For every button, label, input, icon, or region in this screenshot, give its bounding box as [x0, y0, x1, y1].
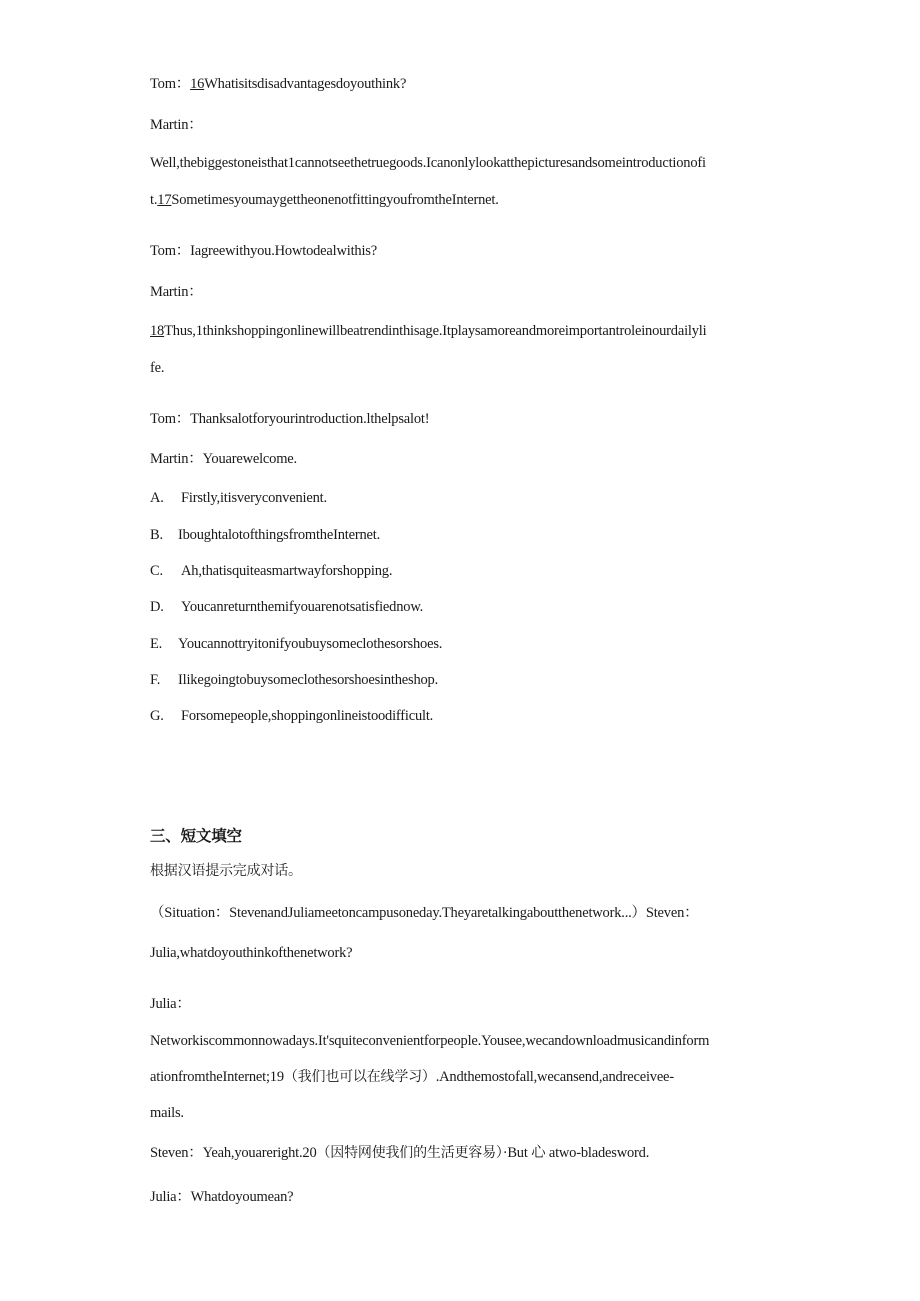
dialogue-line — [150, 1031, 709, 1051]
speaker-line — [150, 115, 203, 135]
dialogue-text: ·But 心 atwo-bladesword. — [502, 1145, 650, 1161]
speaker-line — [150, 994, 191, 1014]
dialogue-text: SometimesyoumaygettheonenotfittingyoufromtheInternet. — [171, 192, 499, 208]
option-text: Youcannottryitonifyoubuysomeclothesorshoes. — [178, 636, 443, 652]
dialogue-line-16 — [150, 74, 406, 94]
dialogue-text: fe. — [150, 360, 165, 376]
section-heading: 三、短文填空 — [150, 827, 242, 845]
dialogue-line-19 — [150, 1067, 674, 1087]
dialogue-text: Steven：Yeah,youareright.20 — [150, 1145, 317, 1161]
dialogue-line — [150, 943, 352, 963]
dialogue-line — [150, 241, 377, 261]
dialogue-text: .Andthemostofall,wecansend,andreceivee- — [435, 1069, 674, 1085]
speaker: Julia： — [150, 996, 191, 1012]
speaker: Tom： — [150, 243, 191, 259]
dialogue-text: ationfromtheInternet;19 — [150, 1069, 284, 1085]
chinese-hint-19: （我们也可以在线学习） — [283, 1069, 436, 1085]
option-letter: A. — [150, 490, 164, 506]
speaker: Martin： — [150, 451, 203, 467]
option-letter: F. — [150, 672, 161, 688]
speaker-line — [150, 282, 203, 302]
speaker: Tom： — [150, 76, 191, 92]
dialogue-line-18 — [150, 321, 706, 341]
chinese-hint-20: （因特网使我们的生活更容易） — [316, 1145, 503, 1161]
blank-number-17: 17 — [157, 192, 172, 208]
dialogue-line — [150, 358, 164, 378]
option-text: IboughtalotofthingsfromtheInternet. — [178, 527, 380, 543]
option-text: Ilikegoingtobuysomeclothesorshoesintheshop. — [178, 672, 439, 688]
dialogue-line-17 — [150, 190, 499, 210]
option-text: Firstly,itisveryconvenient. — [181, 490, 327, 506]
dialogue-text: Whatisitsdisadvantagesdoyouthink? — [204, 76, 407, 92]
option-e — [150, 634, 442, 654]
dialogue-text: Youarewelcome. — [202, 451, 297, 467]
option-f — [150, 670, 438, 690]
blank-number-16: 16 — [190, 76, 205, 92]
dialogue-text: Julia,whatdoyouthinkofthenetwork? — [150, 945, 353, 961]
option-text: Youcanreturnthemifyouarenotsatisfiednow. — [181, 599, 424, 615]
dialogue-text: Networkiscommonnowadays.It'squiteconvenientforpeople.Yousee,wecandownloadmusicandinform — [150, 1033, 710, 1049]
dialogue-line — [150, 449, 297, 469]
dialogue-line — [150, 409, 429, 429]
dialogue-line — [150, 1103, 184, 1123]
speaker: Tom： — [150, 411, 191, 427]
dialogue-line-20 — [150, 1143, 649, 1163]
option-letter: D. — [150, 599, 164, 615]
option-text: Ah,thatisquiteasmartwayforshopping. — [181, 563, 393, 579]
option-d — [150, 597, 423, 617]
dialogue-line — [150, 153, 706, 173]
option-c — [150, 561, 392, 581]
dialogue-line — [150, 1187, 293, 1207]
option-b — [150, 525, 380, 545]
dialogue-text: Iagreewithyou.Howtodealwithis? — [190, 243, 377, 259]
option-letter: G. — [150, 708, 164, 724]
dialogue-text: Thus,1thinkshoppingonlinewillbeatrendinthisage.Itplaysamoreandmoreimportantroleinourdailyli — [164, 323, 707, 339]
blank-number-18: 18 — [150, 323, 165, 339]
option-a — [150, 488, 327, 508]
option-text: Forsomepeople,shoppingonlineistoodifficult. — [181, 708, 434, 724]
option-letter: B. — [150, 527, 163, 543]
dialogue-text: Thanksalotforyourintroduction.lthelpsalot! — [190, 411, 430, 427]
option-letter: C. — [150, 563, 163, 579]
speaker: Martin： — [150, 117, 203, 133]
section-instruction: 根据汉语提示完成对话。 — [150, 863, 302, 879]
dialogue-text: Julia：Whatdoyoumean? — [150, 1189, 294, 1205]
option-g — [150, 706, 433, 726]
situation-text: （Situation：StevenandJuliameetoncampusoneday.Theyaretalkingaboutthenetwork...）Steven： — [150, 905, 699, 921]
speaker: Martin： — [150, 284, 203, 300]
dialogue-text: t. — [150, 192, 158, 208]
dialogue-text: Well,thebiggestoneisthat1cannotseethetruegoods.Icanonlylookatthepicturesandsomeintroductionofi — [150, 155, 706, 171]
dialogue-text: mails. — [150, 1105, 184, 1121]
option-letter: E. — [150, 636, 163, 652]
situation-line — [150, 903, 698, 923]
